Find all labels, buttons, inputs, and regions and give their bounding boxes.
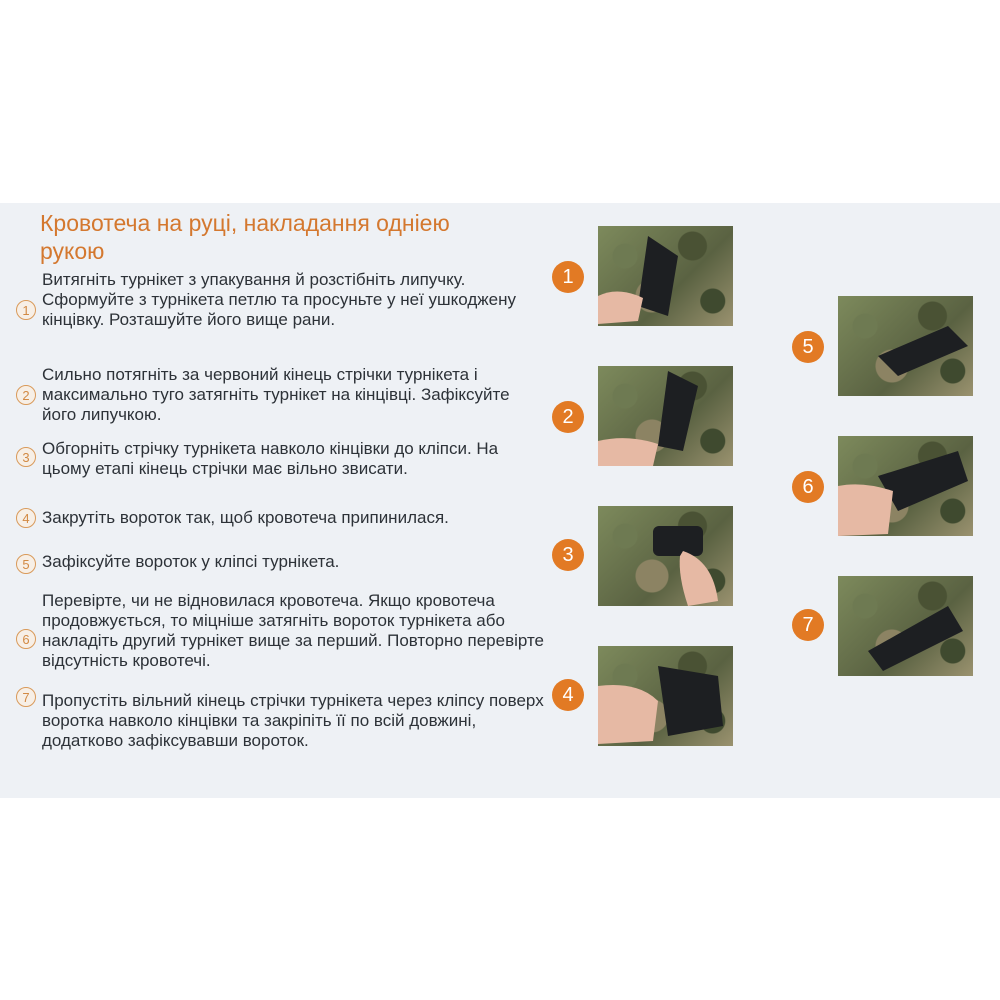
step-badge-5: 5 [792,331,824,363]
step-photo-6 [838,436,973,536]
step-photo-5 [838,296,973,396]
step-badge-4: 4 [552,679,584,711]
step-badge-1: 1 [552,261,584,293]
step-text-5: Зафіксуйте вороток у кліпсі турнікета. [42,552,340,571]
step-photo-4 [598,646,733,746]
step-text-4: Закрутіть вороток так, щоб кровотеча припинилася. [42,508,449,527]
step-text-3: Обгорніть стрічку турнікета навколо кінцівки до кліпси. На цьому етапі кінець стрічки має вільно звисати. [42,439,499,478]
step-badge-3: 3 [552,539,584,571]
step-photo-3 [598,506,733,606]
step-number-4: 4 [16,508,36,528]
step-text-2: Сильно потягніть за червоний кінець стрічки турнікета і максимально туго затягніть турнікет на кінцівці. Зафіксуйте його липучкою. [42,365,510,424]
step-photo-1 [598,226,733,326]
step-number-3: 3 [16,447,36,467]
step-number-6: 6 [16,629,36,649]
step-text-1: Витягніть турнікет з упакування й розстібніть липучку. Сформуйте з турнікета петлю та просуньте у неї ушкоджену кінцівку. Розташуйте його вище рани. [42,270,517,329]
step-number-7: 7 [16,687,36,707]
step-photo-2 [598,366,733,466]
step-text-6: Перевірте, чи не відновилася кровотеча. Якщо кровотеча продовжується, то міцніше затягніть вороток турнікета або накладіть другий турнікет вище за перший. Повторно перевірте відсутність кровотечі. [42,591,545,670]
step-badge-6: 6 [792,471,824,503]
step-number-2: 2 [16,385,36,405]
step-photo-7 [838,576,973,676]
instruction-panel [0,203,1000,798]
page-title: Кровотеча на руці, накладання одніею рукою [40,210,450,264]
step-badge-2: 2 [552,401,584,433]
step-text-7: Пропустіть вільний кінець стрічки турнікета через кліпсу поверх воротка навколо кінцівки та закріпіть її по всій довжині, додатково зафіксувавши вороток. [42,691,544,750]
step-number-5: 5 [16,554,36,574]
step-number-1: 1 [16,300,36,320]
photo-steps [0,203,1000,798]
step-badge-7: 7 [792,609,824,641]
